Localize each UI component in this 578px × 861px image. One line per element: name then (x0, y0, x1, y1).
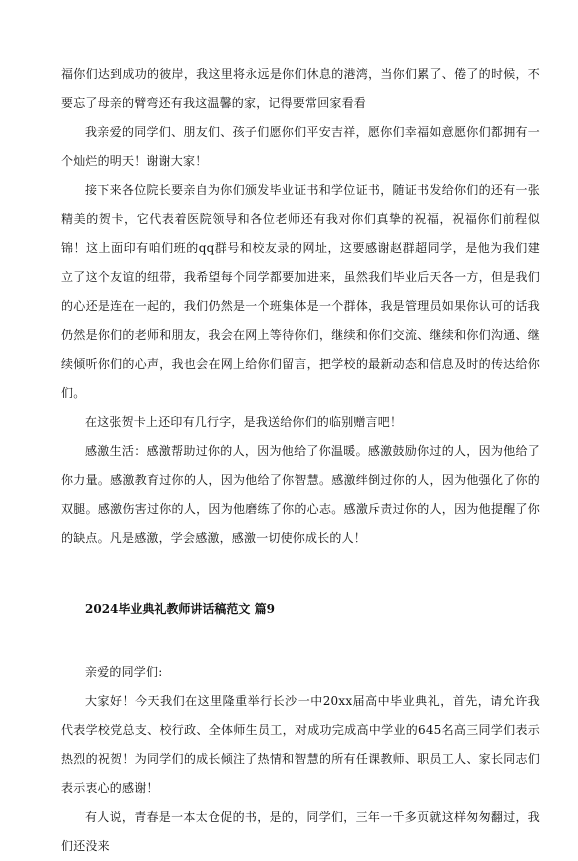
paragraph-greeting: 大家好！今天我们在这里隆重举行长沙一中20xx届高中毕业典礼，首先，请允许我代表学校党总支、校行政、全体师生员工，对成功完成高中学业的645名高三同学们表示热烈的祝贺！为同学们的成长倾注了热情和智慧的所有任课教师、职员工人、家长同志们表示衷心的感谢！ (61, 694, 540, 795)
paragraph-continuation: 福你们达到成功的彼岸，我这里将永远是你们休息的港湾，当你们累了、倦了的时候，不要忘了母亲的臂弯还有我这温馨的家，记得要常回家看看 (61, 67, 540, 110)
paragraph-card-words: 在这张贺卡上还印有几行字，是我送给你们的临别赠言吧！ (85, 415, 403, 429)
paragraph-youth: 有人说，青春是一本太仓促的书，是的，同学们，三年一千多页就这样匆匆翻过，我们还没来 (61, 810, 540, 853)
section-heading: 2024毕业典礼教师讲话稿范文 篇9 (85, 602, 275, 616)
paragraph-certificates: 接下来各位院长要亲自为你们颁发毕业证书和学位证书，随证书发给你们的还有一张精美的贺卡，它代表着医院领导和各位老师还有我对你们真挚的祝福，祝福你们前程似锦！这上面印有咱们班的qq群号和校友录的网址，这要感谢赵群超同学，是他为我们建立了这个友谊的纽带，我希望每个同学都要加进来，虽然我们毕业后天各一方，但是我们的心还是连在一起的，我们仍然是一个班集体是一个群体，我是管理员如果你认可的话我仍然是你们的老师和朋友，我会在网上等待你们，继续和你们交流、继续和你们沟通、继续倾听你们的心声，我也会在网上给你们留言，把学校的最新动态和信息及时的传达给你们。 (61, 183, 540, 400)
paragraph-gratitude: 感激生活：感激帮助过你的人，因为他给了你温暖。感激鼓励你过的人，因为他给了你力量。感激教育过你的人，因为他给了你智慧。感激绊倒过你的人，因为他强化了你的双腿。感激伤害过你的人，因为他磨练了你的心志。感激斥责过你的人，因为他提醒了你的缺点。凡是感激，学会感激，感激一切使你成长的人！ (61, 444, 540, 545)
paragraph-thanks: 我亲爱的同学们、朋友们、孩子们愿你们平安吉祥，愿你们幸福如意愿你们都拥有一个灿烂的明天！谢谢大家！ (61, 125, 540, 168)
salutation: 亲爱的同学们: (85, 665, 163, 679)
